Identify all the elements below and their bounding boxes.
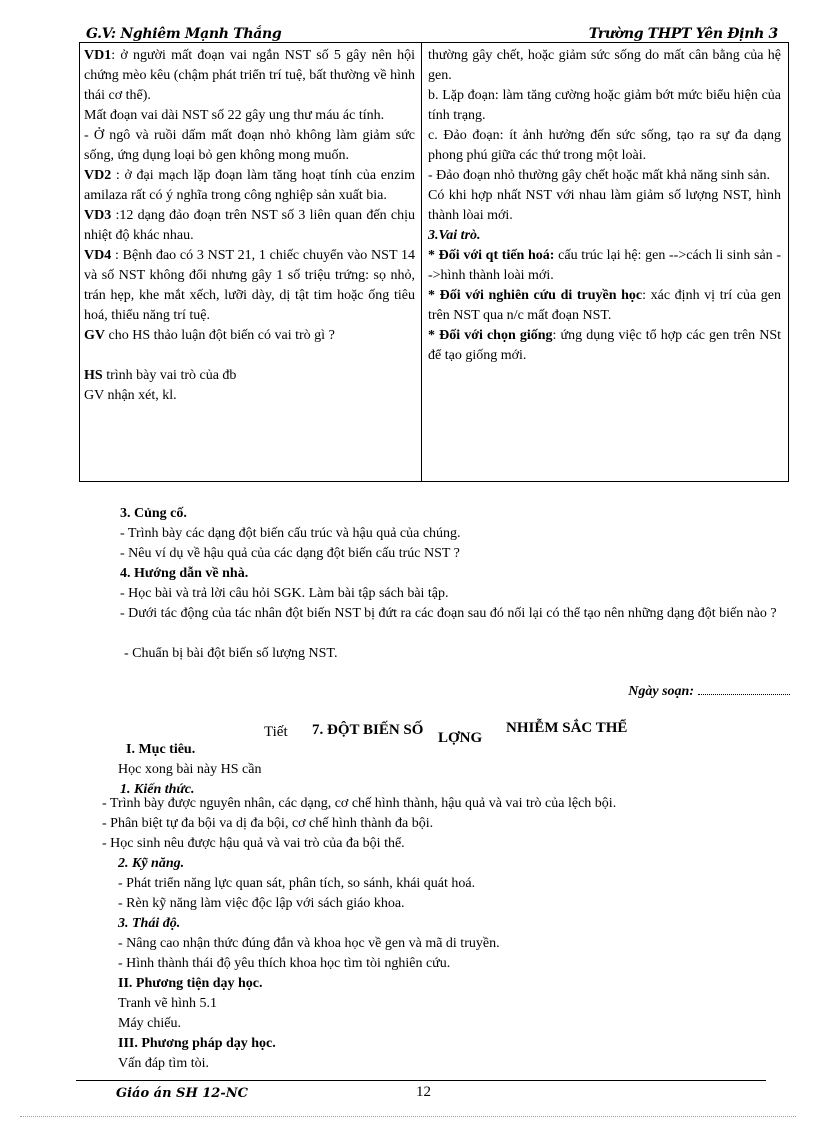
- table-right-line: Có khi hợp nhất NST với nhau làm giảm số lượng NST, hình thành lòai mới.: [428, 188, 781, 223]
- page-number: 12: [416, 1084, 431, 1100]
- list-item: - Dưới tác động của tác nhân đột biến NST bị đứt ra các đoạn sau đó nối lại có thể tạo nên những dạng đột biến nào ?: [120, 606, 777, 621]
- list-item: - Trình bày được nguyên nhân, các dạng, cơ chế hình thành, hậu quả và vai trò của lệch bội.: [102, 796, 617, 811]
- list-item: - Nâng cao nhận thức đúng đắn và khoa học về gen và mã di truyền.: [118, 936, 500, 951]
- table-right-line: b. Lặp đoạn: làm tăng cường hoặc giảm bớt mức biểu hiện của tính trạng.: [428, 88, 781, 123]
- section-heading: I. Mục tiêu.: [126, 742, 196, 757]
- objectives-section: [118, 740, 798, 800]
- homework-paragraph: [78, 604, 792, 624]
- section-heading: II. Phương tiện dạy học.: [118, 976, 263, 991]
- list-item: Máy chiếu.: [118, 1016, 181, 1031]
- list-item: - Học sinh nêu được hậu quả và vai trò của đa bội thể.: [102, 836, 405, 851]
- table-right-line: thường gây chết, hoặc giảm sức sống do mất cân bằng của hệ gen.: [428, 48, 781, 83]
- table-right-line: * Đối với chọn giống: ứng dụng việc tổ hợp các gen trên NSt để tạo giống mới.: [428, 328, 782, 363]
- skills-attitude-section: [118, 854, 798, 1074]
- role-heading: 3.Vai trò.: [428, 228, 481, 243]
- list-item: - Chuẩn bị bài đột biến số lượng NST.: [124, 646, 338, 661]
- section-heading: 4. Hướng dẫn về nhà.: [120, 566, 249, 581]
- table-left-column: [84, 46, 415, 406]
- table-left-line: GV nhận xét, kl.: [84, 388, 177, 403]
- table-right-line: * Đối với nghiên cứu di truyền học: xác định vị trí của gen trên NST qua n/c mất đoạn NST.: [428, 288, 781, 323]
- table-left-line: Mất đoạn vai dài NST số 22 gây ung thư máu ác tính.: [84, 108, 385, 123]
- blank-line: [84, 346, 415, 366]
- knowledge-list: [102, 794, 802, 854]
- subsection-heading: 2. Kỹ năng.: [118, 856, 185, 871]
- table-left-line: VD4 : Bệnh đao có 3 NST 21, 1 chiếc chuyển vào NST 14 và số NST không đổi nhưng gây 1 số triệu trứng: sọ nhỏ, trán hẹp, khe mắt xếch, lưỡi dày, dị tật tim hoặc ống tiêu hoá, thiểu năng trí tuệ.: [84, 248, 415, 323]
- list-item: - Học bài và trả lời câu hỏi SGK. Làm bài tập sách bài tập.: [120, 586, 449, 601]
- list-item: - Trình bày các dạng đột biến cấu trúc và hậu quả của chúng.: [120, 526, 461, 541]
- footer-rule: [76, 1080, 766, 1081]
- table-left-line: - Ở ngô và ruồi dấm mất đoạn nhỏ không làm giảm sức sống, ứng dụng loại bỏ gen không mong muốn.: [84, 128, 415, 163]
- list-item: Vấn đáp tìm tòi.: [118, 1056, 209, 1071]
- footer-doc-name: Giáo án SH 12-NC: [116, 1086, 248, 1101]
- prep-date: [628, 684, 790, 700]
- table-right-line: * Đối với qt tiến hoá: cấu trúc lại hệ: gen -->cách li sinh sản -->hình thành loài mới.: [428, 248, 782, 283]
- homework-prep: [124, 644, 784, 664]
- bottom-border: [20, 1116, 796, 1117]
- prep-date-label: Ngày soạn:: [628, 684, 694, 699]
- table-divider: [421, 42, 422, 482]
- table-right-line: c. Đảo đoạn: ít ảnh hưởng đến sức sống, tạo ra sự đa dạng phong phú giữa các thứ trong một loài.: [428, 128, 781, 163]
- list-item: - Hình thành thái độ yêu thích khoa học tìm tòi nghiên cứu.: [118, 956, 451, 971]
- section-heading: 3. Củng cố.: [120, 506, 187, 521]
- subsection-heading: 3. Thái độ.: [118, 916, 181, 931]
- table-left-line: VD3 :12 dạng đảo đoạn trên NST số 3 liên quan đến chịu nhiệt độ khác nhau.: [84, 208, 415, 243]
- lesson-title-part1: 7. ĐỘT BIẾN SỐ: [312, 722, 424, 738]
- lesson-title-prefix: Tiết: [264, 724, 288, 740]
- table-left-line: HS trình bày vai trò của đb: [84, 368, 237, 383]
- list-item: - Rèn kỹ năng làm việc độc lập với sách giáo khoa.: [118, 896, 405, 911]
- table-right-line: - Đảo đoạn nhỏ thường gây chết hoặc mất khả năng sinh sản.: [428, 168, 770, 183]
- objectives-intro: Học xong bài này HS cần: [118, 762, 262, 777]
- table-right-column: [428, 46, 781, 366]
- table-left-line: VD1: ở người mất đoạn vai ngắn NST số 5 gây nên hội chứng mèo kêu (chậm phát triển trí tuệ, bất thường về hình thái cơ thể).: [84, 48, 415, 103]
- consolidation-section: [120, 504, 790, 604]
- lesson-title-part3: NHIỄM SẮC THỂ: [506, 720, 628, 736]
- list-item: Tranh vẽ hình 5.1: [118, 996, 218, 1011]
- lesson-title-part2: LỢNG: [438, 730, 483, 746]
- list-item: - Phát triển năng lực quan sát, phân tích, so sánh, khái quát hoá.: [118, 876, 476, 891]
- header-teacher: G.V: Nghiêm Mạnh Thắng: [86, 26, 282, 42]
- table-left-line: GV cho HS thảo luận đột biến có vai trò gì ?: [84, 328, 335, 343]
- list-item: - Phân biệt tự đa bội va dị đa bội, cơ chế hình thành đa bội.: [102, 816, 434, 831]
- subsection-heading: 1. Kiến thức.: [120, 782, 195, 797]
- header-school: Trường THPT Yên Định 3: [588, 26, 778, 42]
- section-heading: III. Phương pháp dạy học.: [118, 1036, 276, 1051]
- prep-date-blank: [698, 694, 790, 695]
- table-left-line: VD2 : ở đại mạch lặp đoạn làm tăng hoạt tính của enzim amilaza rất có ý nghĩa trong công nghiệp sản xuất bia.: [84, 168, 415, 203]
- list-item: - Nêu ví dụ về hậu quả của các dạng đột biến cấu trúc NST ?: [120, 546, 460, 561]
